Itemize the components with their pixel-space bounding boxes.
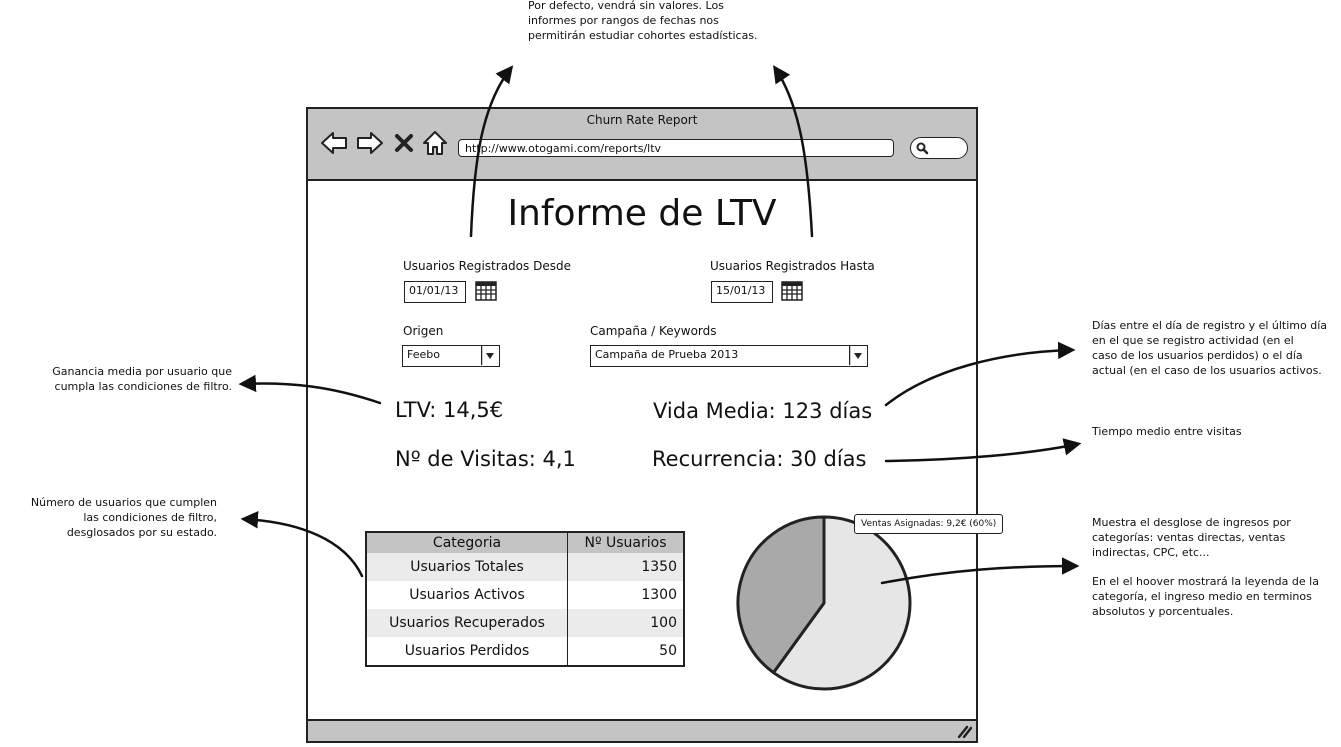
to-label: Usuarios Registrados Hasta — [710, 259, 875, 273]
origin-select[interactable] — [402, 345, 500, 367]
visitas-stat: Nº de Visitas: 4,1 — [395, 447, 576, 471]
campaign-value: Campaña de Prueba 2013 — [595, 348, 739, 361]
url-bar[interactable]: http://www.otogami.com/reports/ltv — [458, 139, 894, 157]
calendar-icon[interactable] — [781, 280, 803, 302]
dropdown-arrow-icon — [849, 346, 867, 365]
calendar-icon[interactable] — [475, 280, 497, 302]
table-row: Usuarios Activos 1300 — [366, 581, 684, 609]
search-icon — [915, 141, 929, 155]
users-table — [365, 531, 685, 667]
table-row: Usuarios Totales 1350 — [366, 553, 684, 581]
pie-tooltip: Ventas Asignadas: 9,2€ (60%) — [854, 514, 1003, 534]
table-row: Usuarios Recuperados 100 — [366, 609, 684, 637]
table-row: Usuarios Perdidos 50 — [366, 637, 684, 666]
browser-toolbar — [308, 109, 976, 181]
recurrencia-stat: Recurrencia: 30 días — [652, 447, 867, 471]
annotation-top: Por defecto, vendrá sin valores. Los informes por rangos de fechas nos permitirán estudiar cohortes estadísticas. — [528, 0, 758, 42]
vida-media-stat: Vida Media: 123 días — [653, 399, 873, 423]
resize-grip-icon[interactable] — [956, 724, 972, 738]
annotation-pie: Muestra el desglose de ingresos por categorías: ventas directas, ventas indirectas, CPC, etc... En el el hoover mostrará la leyenda de la categoría, el ingreso medio en terminos absolutos y porcentuales. — [1092, 516, 1319, 618]
campaign-label: Campaña / Keywords — [590, 324, 717, 338]
to-date-input[interactable]: 15/01/13 — [711, 281, 773, 303]
campaign-select[interactable] — [590, 345, 868, 367]
home-icon[interactable] — [422, 129, 448, 157]
annotation-ltv: Ganancia media por usuario que cumpla las condiciones de filtro. — [52, 365, 232, 393]
close-icon[interactable] — [394, 129, 414, 157]
revenue-pie-chart[interactable] — [728, 507, 920, 699]
back-icon[interactable] — [320, 129, 348, 157]
search-box[interactable] — [910, 137, 968, 159]
annotation-recurrencia: Tiempo medio entre visitas — [1092, 425, 1242, 438]
table-header-category: Categoria — [366, 532, 568, 553]
from-label: Usuarios Registrados Desde — [403, 259, 571, 273]
dropdown-arrow-icon — [481, 346, 499, 365]
from-date-input[interactable]: 01/01/13 — [404, 281, 466, 303]
annotation-users: Número de usuarios que cumplen las condiciones de filtro, desglosados por su estado. — [30, 496, 217, 539]
status-bar — [308, 719, 976, 741]
forward-icon[interactable] — [356, 129, 384, 157]
annotation-vida: Días entre el día de registro y el último día en el que se registro actividad (en el caso de los usuarios perdidos) o el día actual (en el caso de los usuarios activos. — [1092, 319, 1328, 377]
ltv-stat: LTV: 14,5€ — [395, 398, 504, 422]
table-header-count: Nº Usuarios — [584, 535, 667, 551]
origin-value: Feebo — [407, 348, 440, 361]
browser-window — [306, 107, 997, 743]
origin-label: Origen — [403, 324, 444, 338]
page-title: Informe de LTV — [507, 193, 777, 234]
window-title: Churn Rate Report — [586, 113, 698, 127]
